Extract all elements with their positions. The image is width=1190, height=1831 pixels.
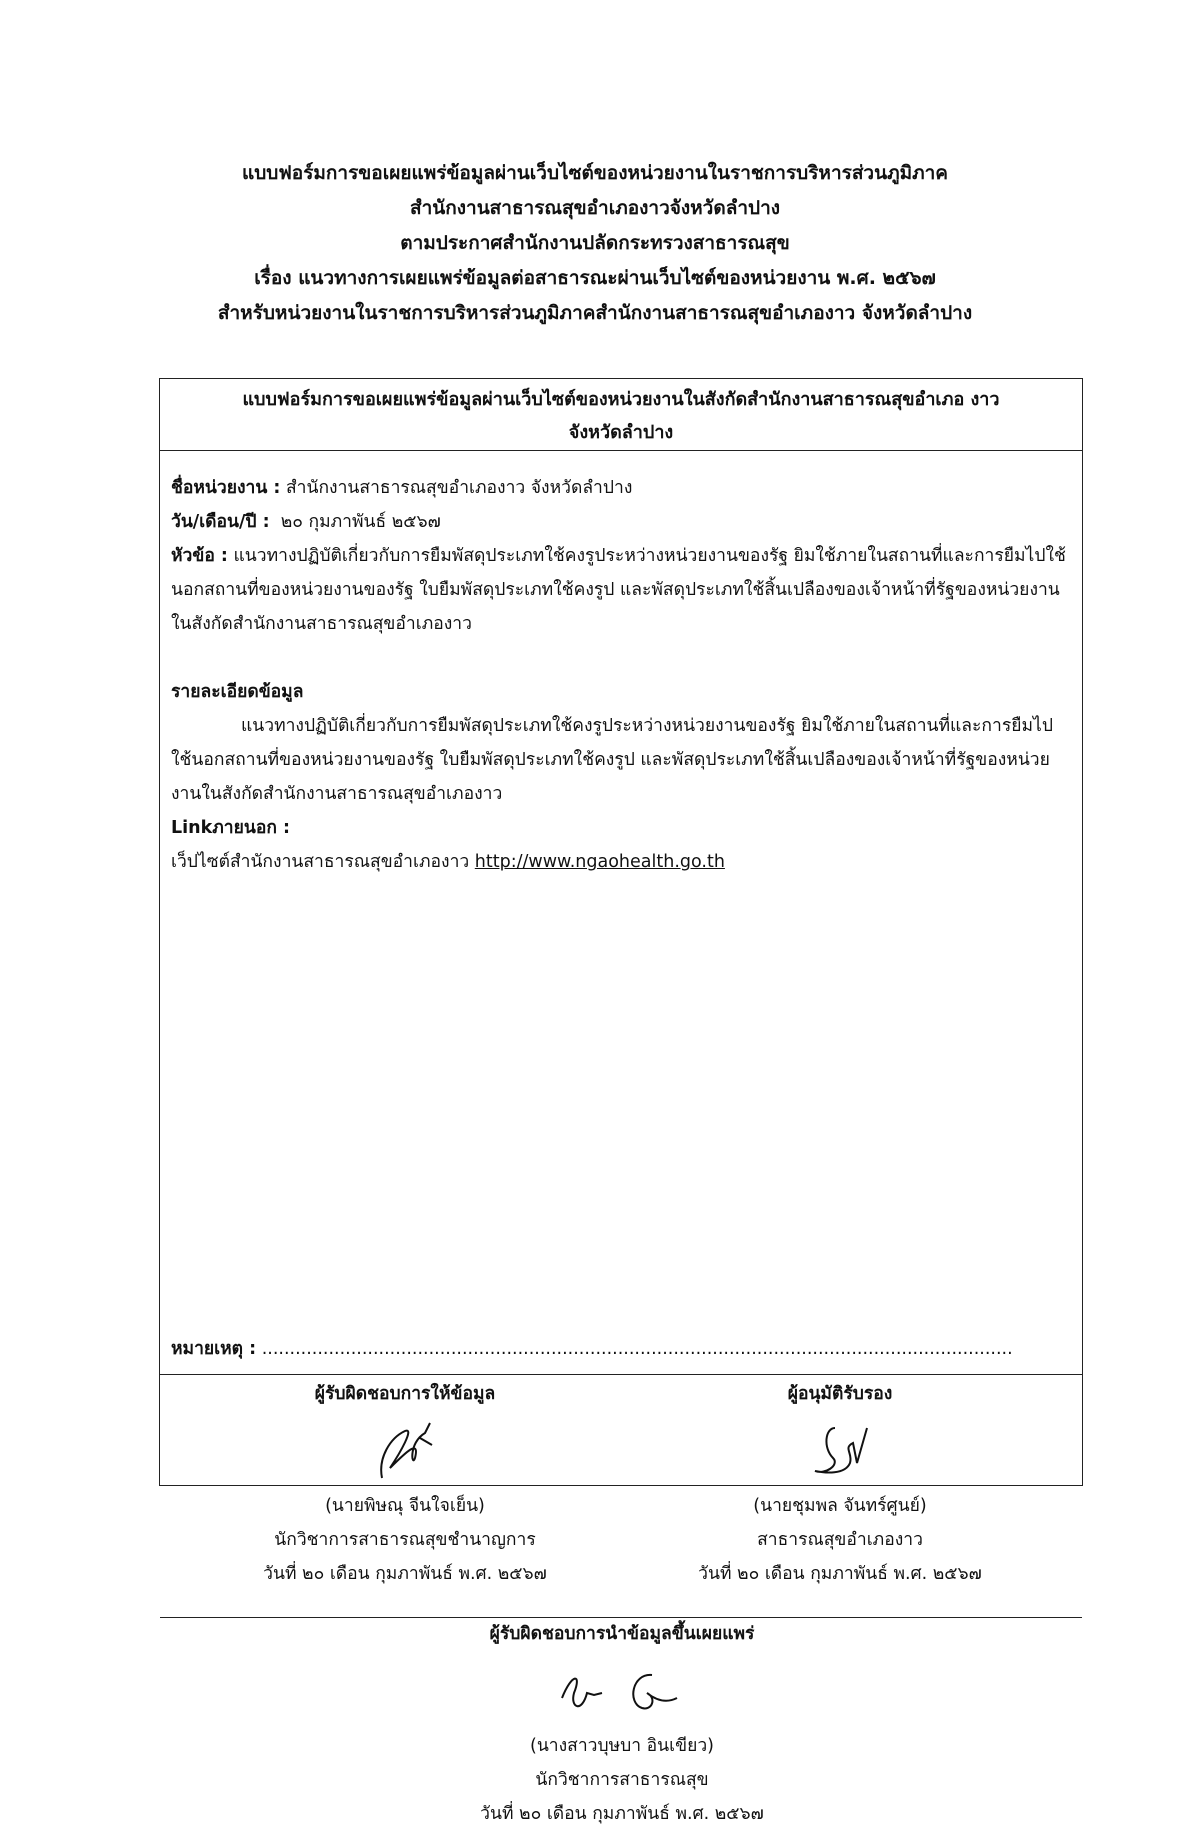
detail-value: แนวทางปฏิบัติเกี่ยวกับการยืมพัสดุประเภทใช้คงรูประหว่างหน่วยงานของรัฐ ยิมใช้ภายในสถานที่และการยืมไปใช้นอกสถานที่ของหน่วยงานของรัฐ ใบยืมพัสดุประเภทใช้คงรูป และพัสดุประเภทใช้สิ้นเปลืองของเจ้าหน้าที่รัฐของหน่วยงานในสังกัดสำนักงานสาธารณสุขอำเภองาว (171, 716, 1053, 804)
left-role: ผู้รับผิดชอบการให้ข้อมูล (314, 1384, 496, 1404)
topic-row (171, 539, 1071, 641)
publisher-date: วันที่ ๒๐ เดือน กุมภาพันธ์ พ.ศ. ๒๕๖๗ (480, 1804, 764, 1824)
form-title-line-2: จังหวัดลำปาง (568, 422, 674, 443)
remark-label: หมายเหตุ : (171, 1339, 257, 1359)
divider-signatures (160, 1374, 1082, 1375)
topic-value: แนวทางปฏิบัติเกี่ยวกับการยืมพัสดุประเภทใช้คงรูประหว่างหน่วยงานของรัฐ ยิมใช้ภายในสถานที่และการยืมไปใช้นอกสถานที่ของหน่วยงานของรัฐ ใบยืมพัสดุประเภทใช้คงรูป และพัสดุประเภทใช้สิ้นเปลืองของเจ้าหน้าที่รัฐของหน่วยงานในสังกัดสำนักงานสาธารณสุขอำเภองาว (171, 546, 1066, 634)
unit-value: สำนักงานสาธารณสุขอำเภองาว จังหวัดลำปาง (285, 478, 633, 498)
form-title-line-1: แบบฟอร์มการขอเผยแพร่ข้อมูลผ่านเว็บไซต์ของหน่วยงานในสังกัดสำนักงานสาธารณสุขอำเภอ งาว (242, 389, 1000, 410)
unit-row (171, 471, 1071, 505)
header-line-5: สำหรับหน่วยงานในราชการบริหารส่วนภูมิภาคสำนักงานสาธารณสุขอำเภองาว จังหวัดลำปาง (217, 302, 973, 324)
link-label: Linkภายนอก : (171, 818, 291, 838)
header-line-1: แบบฟอร์มการขอเผยแพร่ข้อมูลผ่านเว็บไซต์ของหน่วยงานในราชการบริหารส่วนภูมิภาค (241, 162, 949, 184)
form-info (171, 471, 1071, 879)
header-line-3: ตามประกาศสำนักงานปลัดกระทรวงสาธารณสุข (400, 232, 790, 254)
header-line-4: เรื่อง แนวทางการเผยแพร่ข้อมูลต่อสาธารณะผ่านเว็บไซต์ของหน่วยงาน พ.ศ. ๒๕๖๗ (254, 267, 936, 289)
date-row (171, 505, 1071, 539)
left-position: นักวิชาการสาธารณสุขชำนาญการ (274, 1530, 536, 1550)
detail-label: รายละเอียดข้อมูล (171, 682, 304, 702)
link-row (171, 845, 1071, 879)
unit-label: ชื่อหน่วยงาน : (171, 478, 281, 498)
website-link[interactable]: http://www.ngaohealth.go.th (474, 852, 725, 872)
topic-label: หัวข้อ : (171, 546, 228, 566)
signature-block-right (625, 1377, 1055, 1591)
left-name: (นายพิษณุ จีนใจเย็น) (325, 1496, 485, 1516)
right-position: สาธารณสุขอำเภองาว (757, 1530, 923, 1550)
form-title (160, 379, 1082, 451)
remark-dots: ....................................................................................................................................... (261, 1339, 1013, 1359)
right-role: ผู้อนุมัติรับรอง (787, 1384, 893, 1404)
publisher-position: นักวิชาการสาธารณสุข (535, 1770, 709, 1790)
left-date: วันที่ ๒๐ เดือน กุมภาพันธ์ พ.ศ. ๒๕๖๗ (263, 1564, 547, 1584)
signature-publisher-icon (160, 1651, 1084, 1729)
link-label-row (171, 811, 1071, 845)
publisher-name: (นางสาวบุษบา อินเขียว) (530, 1736, 714, 1756)
date-value: ๒๐ กุมภาพันธ์ ๒๕๖๗ (280, 512, 441, 532)
detail-label-row (171, 675, 1071, 709)
signature-right-icon (625, 1411, 1055, 1489)
signature-left-icon (190, 1411, 620, 1489)
link-prefix: เว็ปไซต์สำนักงานสาธารณสุขอำเภองาว (171, 852, 470, 872)
header-line-2: สำนักงานสาธารณสุขอำเภองาวจังหวัดลำปาง (409, 197, 781, 219)
date-label: วัน/เดือน/ปี : (171, 512, 270, 532)
right-name: (นายชุมพล จันทร์ศูนย์) (753, 1496, 927, 1516)
remark-row (171, 1334, 1071, 1364)
signature-block-publisher (160, 1617, 1084, 1831)
document-header (0, 156, 1190, 331)
right-date: วันที่ ๒๐ เดือน กุมภาพันธ์ พ.ศ. ๒๕๖๗ (698, 1564, 982, 1584)
publisher-role: ผู้รับผิดชอบการนำข้อมูลขึ้นเผยแพร่ (489, 1624, 755, 1644)
request-form-box (159, 378, 1083, 1824)
signature-block-left (190, 1377, 620, 1591)
